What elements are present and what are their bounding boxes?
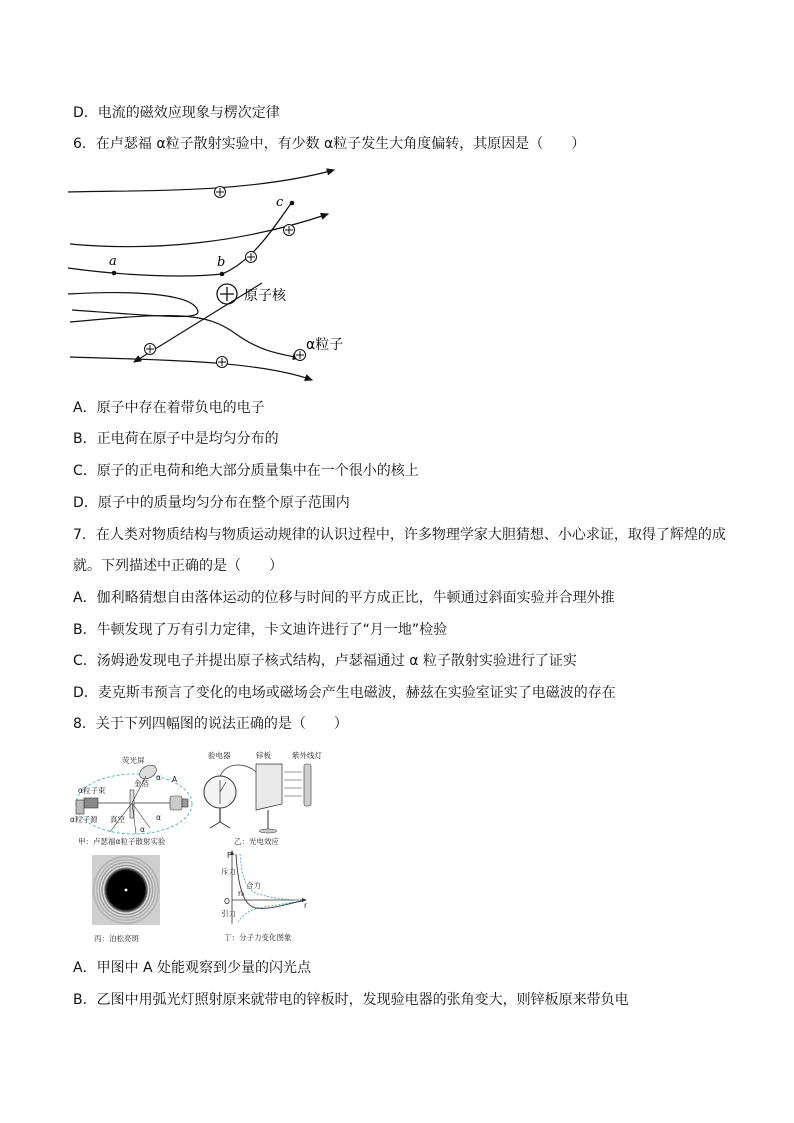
- q8-stem: 8．关于下列四幅图的说法正确的是（ ）: [73, 716, 348, 732]
- label-b: b: [217, 255, 226, 270]
- svg-text:真空: 真空: [110, 815, 125, 824]
- svg-text:α粒子束: α粒子束: [78, 786, 106, 795]
- atomic-nucleus: [217, 284, 237, 304]
- point-c: [290, 201, 295, 206]
- trajectory-abc: [68, 202, 292, 276]
- svg-text:α粒子源: α粒子源: [70, 815, 98, 824]
- q6-option-b: B．正电荷在原子中是均匀分布的: [73, 431, 279, 447]
- svg-text:F: F: [227, 851, 232, 860]
- q5-option-d: D．电流的磁效应现象与楞次定律: [73, 105, 280, 121]
- rutherford-scattering-figure: [66, 162, 356, 387]
- q7-option-d: D．麦克斯韦预言了变化的电场或磁场会产生电磁波，赫兹在实验室证实了电磁波的存在: [73, 685, 616, 701]
- nucleus-symbol: [145, 344, 156, 355]
- point-a: [112, 271, 117, 276]
- svg-text:α: α: [140, 825, 145, 834]
- q6-option-d: D．原子中的质量均匀分布在整个原子范围内: [73, 495, 350, 511]
- q7-stem-line2: 就。下列描述中正确的是（ ）: [73, 558, 283, 574]
- q7-option-c: C．汤姆逊发现电子并提出原子核式结构，卢瑟福通过 α 粒子散射实验进行了证实: [73, 653, 577, 669]
- q7-option-b: B．牛顿发现了万有引力定律，卡文迪许进行了“月一地”检验: [73, 622, 448, 638]
- point-b: [220, 272, 225, 277]
- svg-text:验电器: 验电器: [208, 751, 231, 760]
- figure-ding-molecular-force: [216, 848, 316, 947]
- figure-bing-poisson-spot: [88, 851, 164, 947]
- q6-option-a: A．原子中存在着带负电的电子: [73, 400, 265, 416]
- svg-text:A: A: [172, 775, 178, 784]
- label-c: c: [276, 195, 284, 210]
- svg-text:O: O: [224, 897, 230, 906]
- q6-option-c: C．原子的正电荷和绝大部分质量集中在一个很小的核上: [73, 463, 419, 479]
- trajectory-top: [68, 170, 334, 192]
- svg-text:r: r: [304, 901, 308, 910]
- caption-ding: 丁：分子力变化图象: [224, 933, 292, 942]
- caption-jia: 甲：卢瑟福α粒子散射实验: [78, 837, 166, 846]
- svg-text:紫外线灯: 紫外线灯: [292, 751, 322, 760]
- nucleus-symbol: [246, 252, 257, 263]
- nucleus-symbol: [295, 350, 306, 361]
- figure-yi-photoelectric: [198, 750, 334, 848]
- svg-text:荧光屏: 荧光屏: [122, 756, 145, 765]
- trajectory-deflected: [70, 316, 300, 358]
- q7-option-a: A．伽利略猜想自由落体运动的位移与时间的平方成正比，牛顿通过斜面实验并合理外推: [73, 590, 615, 606]
- svg-text:r₀: r₀: [238, 889, 245, 898]
- q6-stem: 6．在卢瑟福 α粒子散射实验中，有少数 α粒子发生大角度偏转，其原因是（ ）: [73, 136, 586, 152]
- alpha-label: α粒子: [306, 337, 344, 353]
- q7-stem-line1: 7．在人类对物质结构与物质运动规律的认识过程中，许多物理学家大胆猜想、小心求证，取得了辉煌的成: [73, 527, 726, 543]
- svg-text:α: α: [156, 813, 161, 822]
- figure-jia-scattering-apparatus: [70, 752, 200, 848]
- q8-option-b: B．乙图中用弧光灯照射原来就带电的锌板时，发现验电器的张角变大，则锌板原来带负电: [73, 992, 629, 1008]
- q8-option-a: A．甲图中 A 处能观察到少量的闪光点: [73, 960, 312, 976]
- svg-text:金箔: 金箔: [134, 779, 149, 788]
- nucleus-symbol: [215, 187, 226, 198]
- trajectory-reflected: [68, 293, 198, 317]
- caption-yi: 乙：光电效应: [234, 837, 279, 846]
- label-a: a: [109, 254, 117, 269]
- nucleus-label: 原子核: [244, 288, 286, 304]
- nucleus-symbol: [217, 357, 228, 368]
- svg-text:α: α: [156, 773, 161, 782]
- caption-bing: 丙：泊松亮斑: [94, 934, 139, 943]
- svg-text:引力: 引力: [221, 909, 236, 918]
- svg-text:斥力: 斥力: [221, 867, 236, 876]
- svg-text:锌板: 锌板: [256, 751, 271, 760]
- svg-text:合力: 合力: [246, 881, 261, 890]
- trajectory-bottom: [70, 357, 312, 380]
- nucleus-symbol: [284, 225, 295, 236]
